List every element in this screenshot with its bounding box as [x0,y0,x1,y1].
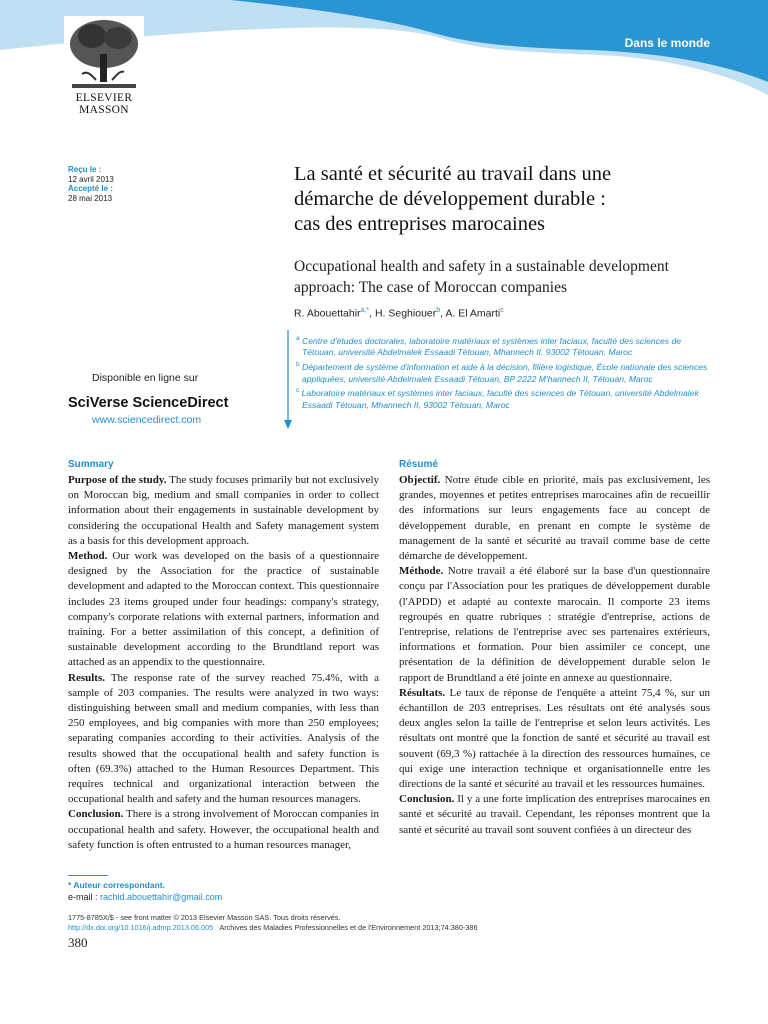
affiliation-mark: c [296,387,300,395]
author-name[interactable]: H. Seghiouer [374,307,437,320]
title-en-line: approach: The case of Moroccan companies [294,279,567,296]
sciencedirect-link[interactable]: www.sciencedirect.com [92,414,202,426]
paragraph-lead: Résultats. [399,686,446,699]
summary-paragraph [68,473,379,549]
email-label: e-mail : [68,892,101,902]
author-affiliation-mark[interactable]: b [436,307,441,314]
affiliation-arrow-icon [283,330,293,430]
page-number: 380 [68,935,88,950]
author-list [294,307,504,320]
sciencedirect-brand[interactable]: SciVerse ScienceDirect [68,395,229,411]
journal-citation: Archives des Maladies Professionnelles et de l'Environnement 2013;74:380-386 [219,923,478,932]
author-affiliation-mark[interactable]: a,* [360,307,370,314]
elsevier-tree-logo [62,14,146,92]
article-dates [68,165,114,203]
corresponding-author-note: * Auteur correspondant. [68,880,165,890]
title-fr-line: cas des entreprises marocaines [294,213,546,235]
corresponding-email [68,892,222,902]
summary-paragraph [68,807,379,853]
affiliation-mark: a [296,335,300,342]
author-affiliation-mark[interactable]: c [500,307,504,314]
sciencedirect-available-label: Disponible en ligne sur [92,372,199,384]
summary-heading: Summary [68,459,114,470]
resume-heading: Résumé [399,459,438,470]
accepted-date: 28 mai 2013 [68,193,113,203]
paragraph-lead: Purpose of the study. [68,474,167,486]
affiliations [294,333,714,411]
paragraph-body: Notre étude cible en priorité, mais pas exclusivement, les grandes, moyennes et petites entreprises marocaines afin de recueillir des informations sur leurs engagements face au concept de développement durable, en prenant en compte le système de management de la santé et sécurité au travail comme base de cette démarche de développement. [399,474,710,563]
paragraph-body: The response rate of the survey reached 75.4%, with a sample of 203 companies. The results were analyzed in two ways: distinguishing between small and medium companies, with less than 250 employees, and big companies with more than 250 employees; separating companies according to their activities. Analysis of the results showed that the occupational health and safety function is often (69.3%) attached to the Human Resources Department. This requires technical and organizational interaction between the occupational health and safety and the human resources managers. [68,671,379,806]
affiliation-text: Laboratoire matériaux et systèmes inter faciaux, faculté des sciences de Tétouan, université Abdelmalek Essaadi Tétouan, Mhannech II, 93002 Tétouan, Maroc [301,387,699,410]
resume-paragraph [399,792,710,838]
affiliation-mark: b [296,361,300,369]
title-en-line: Occupational health and safety in a sustainable development [294,258,669,275]
resume-paragraph [399,686,710,792]
section-tag: Dans le monde [624,36,710,50]
paragraph-body: Le taux de réponse de l'enquête a atteint 75,4 %, sur un échantillon de 203 entreprises. Les résultats ont été analysés sous deux angles selon la taille de l'entreprise et selon leurs activités. Les résultats ont montré que la fonction de santé et sécurité au travail est souvent (69,3 %) rattachée à la direction des ressources humaines, ce qui exige une interaction technique et organisationnelle entre les directions de la santé et sécurité au travail et les ressources humaines. [399,686,710,791]
summary-paragraph [68,549,379,671]
paragraph-lead: Method. [68,550,108,563]
affiliation-item [294,333,714,359]
affiliation-text: Centre d'études doctorales, laboratoire matériaux et systèmes inter faciaux, faculté des sciences de Tétouan, université Abdelmalek Essaadi Tétouan, Mhannech II, 93002 Tétouan, Maroc [302,335,682,358]
publisher-name-line2: MASSON [79,104,129,116]
copyright-line: 1775-8785X/$ - see front matter © 2013 Elsevier Masson SAS. Tous droits réservés. [68,913,341,922]
paragraph-body: Our work was developed on the basis of a questionnaire designed by the Association for the practice of sustainable development and adapted to the Moroccan context. This questionnaire includes 23 items grouped under four headings: company's strategy, company's corporate relations with external partners, information and training. For a better assimilation of this concept, a definition of sustainable development according to the Brundtland report was attached as an appendix to the questionnaire. [68,550,379,669]
received-label: Reçu le : [68,165,102,174]
footnote-divider [68,875,108,876]
paragraph-body: There is a strong involvement of Moroccan companies in occupational health and safety. However, the occupational health and safety function is often entrusted to a human resources manager, [68,808,379,851]
email-link[interactable]: rachid.abouettahir@gmail.com [100,892,223,902]
affiliation-item [294,385,714,411]
doi-link[interactable]: http://dx.doi.org/10.1016/j.admp.2013.06.005 [68,923,214,932]
title-fr-line: démarche de développement durable : [294,188,606,210]
paragraph-lead: Objectif. [399,474,441,486]
title-french [294,162,714,237]
title-english [294,256,724,298]
title-fr-line: La santé et sécurité au travail dans une [294,163,612,185]
received-date: 12 avril 2013 [68,174,114,184]
resume-text [399,473,710,861]
author-separator: , [440,307,446,320]
paragraph-lead: Méthode. [399,565,444,578]
publisher-name-line1: ELSEVIER [75,92,133,104]
paragraph-body: Il y a une forte implication des entreprises marocaines en santé et sécurité au travail. Cependant, les réponses montrent que la santé et sécurité au travail sont souvent confiées à un directeur des [399,793,710,836]
author-name[interactable]: R. Abouettahir [294,307,361,320]
paragraph-body: Notre travail a été élaboré sur la base d'un questionnaire conçu par l'Association pour les pratiques de développement durable (l'APDD) et adapté au contexte marocain. Il comporte 23 items regroupés en quatre rubriques : stratégie d'entreprise, actions de l'entreprise, relations de l'entreprise avec ses partenaires extérieurs, informations et formation. Pour bien assimiler ce concept, une présentation de la définition de développement durable selon le rapport de Brundtland a été jointe en annexe au questionnaire. [399,565,710,684]
author-separator: , [369,307,375,320]
accepted-label: Accepté le : [68,184,113,193]
doi-line [68,923,478,932]
author-name[interactable]: A. El Amarti [445,307,501,320]
summary-text [68,473,379,861]
paragraph-lead: Conclusion. [399,793,455,806]
resume-paragraph [399,473,710,564]
resume-paragraph [399,564,710,686]
paragraph-lead: Conclusion. [68,808,124,821]
paragraph-lead: Results. [68,671,105,684]
affiliation-item [294,359,714,385]
paragraph-body: The study focuses primarily but not exclusively on Moroccan big, medium and small companies in order to collect information about their engagements in sustainable development by considering the occupational Health and Safety management system as a basis for this development approach. [68,474,379,547]
summary-paragraph [68,671,379,808]
affiliation-text: Département de système d'information et aide à la décision, filière logistique, École nationale des sciences appliquées, université Abdelmalek Essaadi Tétouan, BP 2222 M'hannech II, Tétouan, Maroc [302,361,708,384]
publisher-name [58,92,150,116]
